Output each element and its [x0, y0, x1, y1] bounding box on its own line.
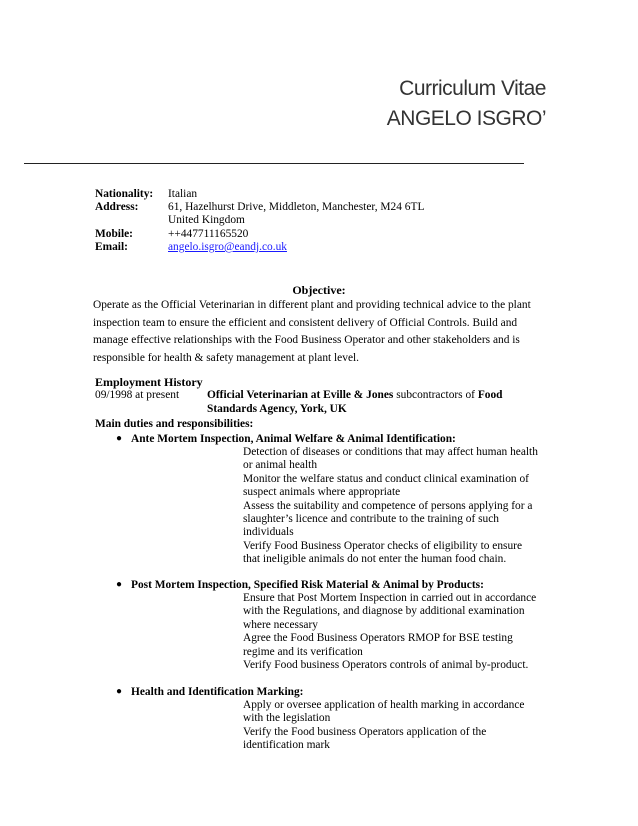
section-title-post-mortem: Post Mortem Inspection, Specified Risk Material & Animal by Products: [131, 579, 484, 591]
email-link[interactable]: angelo.isgro@eandj.co.uk [168, 241, 287, 253]
nationality-value: Italian [168, 188, 198, 200]
address-label: Address: [95, 201, 139, 213]
role-connector: subcontractors of [393, 389, 478, 401]
mobile-label: Mobile: [95, 228, 133, 240]
detail-line: Verify Food Business Operator checks of eligibility to ensure [243, 539, 523, 552]
nationality-label: Nationality: [95, 188, 154, 200]
detail-line: where necessary [243, 618, 318, 631]
header-divider [24, 163, 524, 164]
detail-line: that ineligible animals do not enter the human food chain. [243, 553, 507, 566]
detail-line: with the legislation [243, 712, 331, 725]
duties-title: Main duties and responsibilities: [95, 418, 254, 430]
bullet-icon: ● [116, 433, 123, 444]
detail-line: with the Regulations, and diagnose by additional examination [243, 605, 525, 618]
address-line-2: United Kingdom [168, 214, 245, 226]
section-title-ante-mortem: Ante Mortem Inspection, Animal Welfare & Animal Identification: [131, 433, 456, 445]
detail-line: Verify Food business Operators controls of animal by-product. [243, 659, 529, 672]
detail-line: regime and its verification [243, 645, 363, 658]
employment-role-line-2: Standards Agency, York, UK [207, 403, 347, 415]
candidate-name: ANGELO ISGRO’ [386, 107, 546, 130]
employment-period: 09/1998 at present [95, 389, 180, 401]
objective-title: Objective: [292, 283, 346, 297]
address-line-1: 61, Hazelhurst Drive, Middleton, Manchester, M24 6TL [168, 201, 425, 213]
mobile-value: ++447711165520 [168, 228, 249, 240]
email-label: Email: [95, 241, 128, 253]
detail-line: identification mark [243, 739, 330, 752]
detail-line: Verify the Food business Operators application of the [243, 725, 487, 738]
employment-role-line-1 [207, 389, 503, 402]
detail-line: Monitor the welfare status and conduct clinical examination of [243, 472, 529, 485]
section-title-health-marking: Health and Identification Marking: [131, 686, 304, 698]
bullet-icon: ● [116, 686, 123, 697]
detail-line: or animal health [243, 459, 318, 472]
detail-line: Assess the suitability and competence of persons applying for a [243, 499, 533, 512]
cv-title: Curriculum Vitae [399, 77, 546, 100]
detail-line: slaughter’s licence and contribute to the training of such [243, 513, 499, 526]
bullet-icon: ● [116, 579, 123, 590]
objective-text: Operate as the Official Veterinarian in different plant and providing technical advice to the plant inspection team to ensure the efficient and consistent delivery of Official Controls. Build and manage effective relationships with the Food Business Operator and other stakeholders and is responsible for health & safety management at plant level. [93, 299, 531, 364]
section-post-mortem-details [243, 592, 553, 672]
section-ante-mortem-details [243, 446, 553, 567]
detail-line: Apply or oversee application of health marking in accordance [243, 699, 525, 711]
employment-title: Employment History [95, 375, 203, 389]
section-health-marking-details [243, 699, 553, 753]
detail-line: suspect animals where appropriate [243, 486, 401, 499]
detail-line: Agree the Food Business Operators RMOP for BSE testing [243, 632, 513, 645]
client-name-part: Food [477, 389, 503, 401]
employer-name: Official Veterinarian at Eville & Jones [207, 389, 394, 401]
detail-line: Ensure that Post Mortem Inspection in carried out in accordance [243, 592, 537, 604]
detail-line: individuals [243, 526, 294, 539]
detail-line: Detection of diseases or conditions that may affect human health [243, 446, 538, 458]
